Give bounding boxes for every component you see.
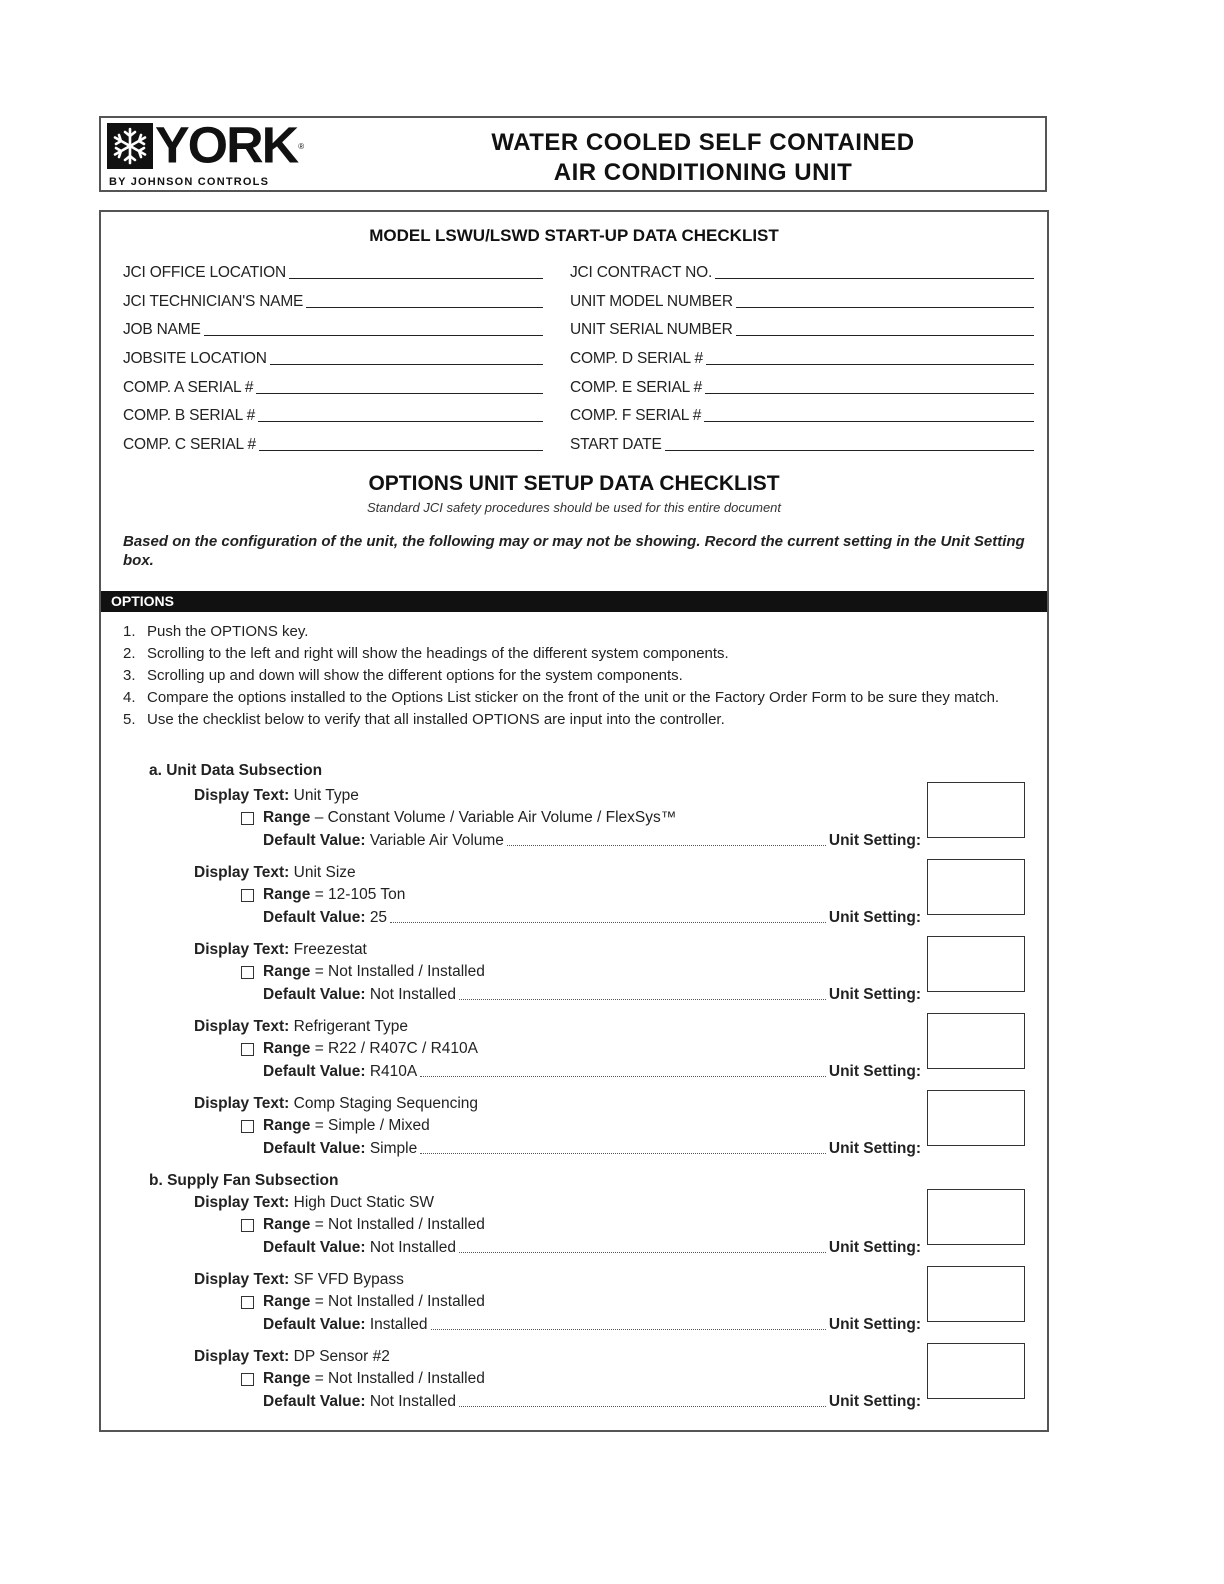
range-label: Range [263, 963, 311, 980]
subsection-heading: b. Supply Fan Subsection [149, 1172, 339, 1189]
range-value: = Not Installed / Installed [314, 1216, 485, 1233]
range-high-duct-static-sw [241, 1216, 485, 1234]
default-value-refrigerant-type [263, 1063, 921, 1081]
range-checkbox[interactable] [241, 1219, 254, 1232]
default-value-comp-staging-sequencing [263, 1140, 921, 1158]
title-line-1: WATER COOLED SELF CONTAINED [491, 129, 915, 156]
range-comp-staging-sequencing [241, 1117, 430, 1135]
default-value-text: Not Installed [369, 1393, 456, 1410]
range-freezestat [241, 963, 485, 981]
unit-setting-box-unit-type[interactable] [927, 782, 1025, 838]
display-text-label: Display Text: [194, 941, 290, 958]
field-job-name[interactable]: JOB NAME [123, 319, 543, 339]
range-label: Range [263, 1040, 311, 1057]
configuration-note: Based on the configuration of the unit, the following may or may not be showing. Record the current setting in the Unit Setting box. [123, 533, 1025, 569]
default-value-high-duct-static-sw [263, 1239, 921, 1257]
subsection-heading: a. Unit Data Subsection [149, 762, 323, 779]
options-section-bar: OPTIONS [101, 591, 1047, 612]
range-checkbox[interactable] [241, 812, 254, 825]
default-value-text: Not Installed [369, 1239, 456, 1256]
display-text-high-duct-static-sw [194, 1194, 434, 1212]
field-comp-d-serial[interactable]: COMP. D SERIAL # [570, 348, 1034, 368]
field-comp-f-serial[interactable]: COMP. F SERIAL # [570, 405, 1034, 425]
step-4: 4. Compare the options installed to the Options List sticker on the front of the unit or the Factory Order Form to be sure they match. [123, 689, 1000, 706]
unit-setting-box-refrigerant-type[interactable] [927, 1013, 1025, 1069]
range-checkbox[interactable] [241, 966, 254, 979]
york-logo [107, 117, 307, 190]
display-text-unit-size [194, 864, 356, 882]
field-comp-a-serial[interactable]: COMP. A SERIAL # [123, 377, 543, 397]
leader-dots [390, 922, 826, 923]
snowflake-icon [107, 123, 153, 169]
default-value-unit-size [263, 909, 921, 927]
display-text-comp-staging-sequencing [194, 1095, 478, 1113]
unit-setting-label: Unit Setting: [828, 986, 921, 1003]
default-value-label: Default Value: [263, 1239, 366, 1256]
default-value-label: Default Value: [263, 986, 366, 1003]
default-value-label: Default Value: [263, 1140, 366, 1157]
display-text-refrigerant-type [194, 1018, 408, 1036]
display-text-value: Unit Size [293, 864, 356, 881]
range-checkbox[interactable] [241, 889, 254, 902]
leader-dots [459, 999, 826, 1000]
unit-setting-label: Unit Setting: [828, 1393, 921, 1410]
unit-setting-box-freezestat[interactable] [927, 936, 1025, 992]
range-value: = Simple / Mixed [314, 1117, 430, 1134]
display-text-label: Display Text: [194, 864, 290, 881]
field-jobsite-location[interactable]: JOBSITE LOCATION [123, 348, 543, 368]
range-label: Range [263, 1370, 311, 1387]
range-label: Range [263, 886, 311, 903]
leader-dots [459, 1406, 826, 1407]
checklist-box [99, 210, 1049, 1432]
default-value-freezestat [263, 986, 921, 1004]
default-value-text: Simple [369, 1140, 418, 1157]
unit-setting-label: Unit Setting: [828, 1063, 921, 1080]
display-text-sf-vfd-bypass [194, 1271, 404, 1289]
display-text-label: Display Text: [194, 1018, 290, 1035]
field-unit-model-number[interactable]: UNIT MODEL NUMBER [570, 291, 1034, 311]
display-text-value: SF VFD Bypass [293, 1271, 404, 1288]
registered-mark: ® [298, 141, 305, 151]
options-setup-subtitle: Standard JCI safety procedures should be used for this entire document [366, 500, 782, 515]
unit-setting-box-dp-sensor-2[interactable] [927, 1343, 1025, 1399]
checklist-title: MODEL LSWU/LSWD START-UP DATA CHECKLIST [369, 226, 779, 245]
brand-name: YORK [155, 117, 298, 175]
display-text-value: Freezestat [293, 941, 367, 958]
step-5: 5. Use the checklist below to verify that all installed OPTIONS are input into the controller. [123, 711, 725, 728]
range-value: = R22 / R407C / R410A [314, 1040, 478, 1057]
header-box [99, 116, 1047, 192]
display-text-value: Unit Type [293, 787, 359, 804]
range-dp-sensor-2 [241, 1370, 485, 1388]
unit-setting-label: Unit Setting: [828, 1140, 921, 1157]
range-label: Range [263, 1216, 311, 1233]
instruction-steps [123, 621, 1023, 731]
range-checkbox[interactable] [241, 1043, 254, 1056]
unit-setting-label: Unit Setting: [828, 1239, 921, 1256]
brand-subtitle: BY JOHNSON CONTROLS [109, 176, 270, 188]
display-text-freezestat [194, 941, 367, 959]
range-label: Range [263, 1117, 311, 1134]
field-comp-b-serial[interactable]: COMP. B SERIAL # [123, 405, 543, 425]
display-text-label: Display Text: [194, 1271, 290, 1288]
range-checkbox[interactable] [241, 1296, 254, 1309]
display-text-label: Display Text: [194, 1194, 290, 1211]
field-office-location[interactable]: JCI OFFICE LOCATION [123, 262, 543, 282]
range-unit-type [241, 809, 676, 827]
default-value-text: Installed [369, 1316, 428, 1333]
default-value-sf-vfd-bypass [263, 1316, 921, 1334]
default-value-text: Variable Air Volume [369, 832, 504, 849]
default-value-label: Default Value: [263, 832, 366, 849]
range-value: = 12-105 Ton [314, 886, 406, 903]
unit-setting-box-comp-staging-sequencing[interactable] [927, 1090, 1025, 1146]
leader-dots [420, 1153, 826, 1154]
unit-setting-label: Unit Setting: [828, 832, 921, 849]
range-checkbox[interactable] [241, 1120, 254, 1133]
display-text-value: DP Sensor #2 [293, 1348, 390, 1365]
range-refrigerant-type [241, 1040, 478, 1058]
range-sf-vfd-bypass [241, 1293, 485, 1311]
step-1: 1. Push the OPTIONS key. [123, 623, 309, 640]
leader-dots [507, 845, 826, 846]
display-text-value: Refrigerant Type [293, 1018, 408, 1035]
default-value-label: Default Value: [263, 1316, 366, 1333]
unit-setting-label: Unit Setting: [828, 1316, 921, 1333]
default-value-label: Default Value: [263, 1063, 366, 1080]
range-value: = Not Installed / Installed [314, 963, 485, 980]
default-value-unit-type [263, 832, 921, 850]
leader-dots [420, 1076, 826, 1077]
default-value-label: Default Value: [263, 1393, 366, 1410]
unit-setting-label: Unit Setting: [828, 909, 921, 926]
range-unit-size [241, 886, 405, 904]
field-contract-no[interactable]: JCI CONTRACT NO. [570, 262, 1034, 282]
leader-dots [459, 1252, 826, 1253]
document-title [361, 128, 1045, 188]
default-value-dp-sensor-2 [263, 1393, 921, 1411]
title-line-2: AIR CONDITIONING UNIT [553, 159, 853, 186]
field-start-date[interactable]: START DATE [570, 434, 1034, 454]
display-text-label: Display Text: [194, 1348, 290, 1365]
field-comp-e-serial[interactable]: COMP. E SERIAL # [570, 377, 1034, 397]
default-value-text: 25 [369, 909, 388, 926]
default-value-text: Not Installed [369, 986, 456, 1003]
options-setup-title: OPTIONS UNIT SETUP DATA CHECKLIST [368, 472, 780, 495]
range-value: = Not Installed / Installed [314, 1293, 485, 1310]
range-label: Range [263, 809, 311, 826]
leader-dots [431, 1329, 826, 1330]
field-unit-serial-number[interactable]: UNIT SERIAL NUMBER [570, 319, 1034, 339]
range-checkbox[interactable] [241, 1373, 254, 1386]
unit-setting-box-sf-vfd-bypass[interactable] [927, 1266, 1025, 1322]
field-technician-name[interactable]: JCI TECHNICIAN'S NAME [123, 291, 543, 311]
unit-setting-box-unit-size[interactable] [927, 859, 1025, 915]
default-value-label: Default Value: [263, 909, 366, 926]
display-text-label: Display Text: [194, 1095, 290, 1112]
display-text-value: Comp Staging Sequencing [293, 1095, 479, 1112]
display-text-label: Display Text: [194, 787, 290, 804]
range-value: = Not Installed / Installed [314, 1370, 485, 1387]
range-value: – Constant Volume / Variable Air Volume / FlexSys™ [314, 809, 677, 826]
display-text-dp-sensor-2 [194, 1348, 390, 1366]
step-3: 3. Scrolling up and down will show the different options for the system components. [123, 667, 683, 684]
display-text-value: High Duct Static SW [293, 1194, 435, 1211]
field-comp-c-serial[interactable]: COMP. C SERIAL # [123, 434, 543, 454]
unit-setting-box-high-duct-static-sw[interactable] [927, 1189, 1025, 1245]
range-label: Range [263, 1293, 311, 1310]
step-2: 2. Scrolling to the left and right will show the headings of the different system components. [123, 645, 729, 662]
display-text-unit-type [194, 787, 359, 805]
default-value-text: R410A [369, 1063, 418, 1080]
